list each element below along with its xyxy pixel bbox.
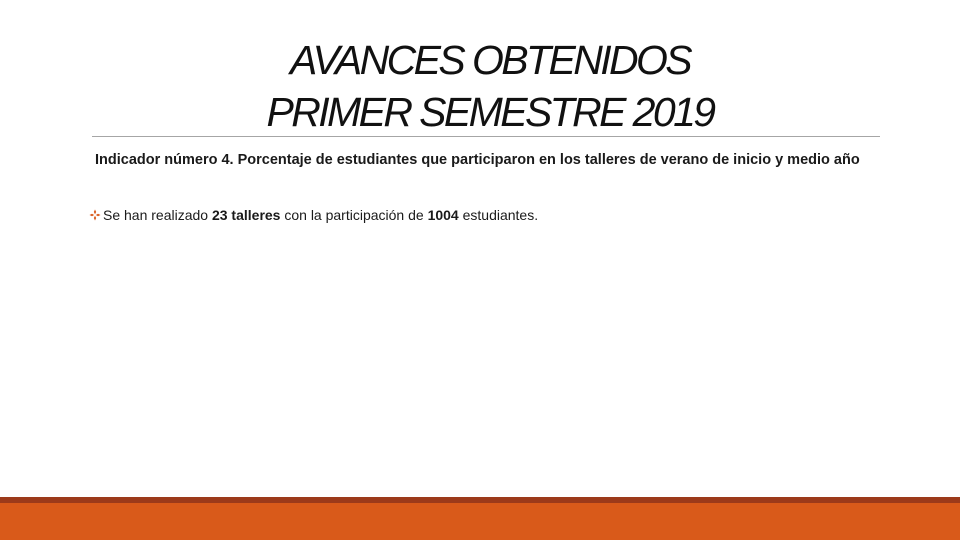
bullet-text-middle: con la participación de [280, 207, 428, 223]
bullet-bold-workshops: 23 talleres [211, 207, 281, 223]
diamond-bullet-icon [89, 209, 101, 221]
footer-bar [0, 503, 960, 540]
bullet-item [89, 206, 889, 224]
bullet-text-after: estudiantes. [458, 207, 539, 223]
title-line-1: AVANCES OBTENIDOS [289, 37, 691, 83]
slide-title [150, 34, 830, 138]
bullet-bold-students: 1004 [427, 207, 459, 223]
bullet-text-before: Se han realizado [103, 207, 212, 223]
title-divider [92, 136, 880, 137]
title-line-2: PRIMER SEMESTRE 2019 [266, 89, 714, 135]
indicator-heading: Indicador número 4. Porcentaje de estudiantes que participaron en los talleres de verano de inicio y medio año [95, 152, 860, 168]
